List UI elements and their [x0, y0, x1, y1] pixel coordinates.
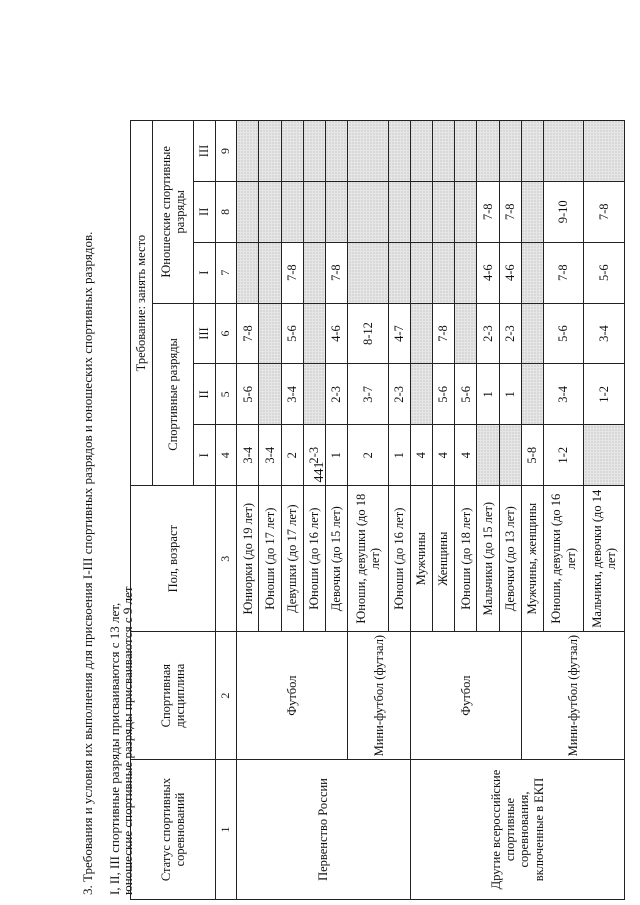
place-value-cell: 5-6	[237, 364, 259, 425]
place-value-cell: 3-4	[543, 364, 584, 425]
place-value-cell: 4-6	[477, 242, 499, 303]
gender-age-cell: Юноши (до 16 лет)	[388, 486, 410, 632]
gender-age-cell: Девушки (до 17 лет)	[281, 486, 303, 632]
empty-shaded-cell	[259, 121, 281, 182]
empty-shaded-cell	[477, 425, 499, 486]
page-number: 441	[312, 461, 327, 483]
place-value-cell: 2	[281, 425, 303, 486]
place-value-cell: 1-2	[543, 425, 584, 486]
section-caption: 3. Требования и условия их выполнения для присвоения I-III спортивных разрядов и юношеских спортивных разрядов.	[80, 231, 95, 895]
rank-numeral: III	[193, 121, 215, 182]
empty-shaded-cell	[521, 121, 543, 182]
empty-shaded-cell	[303, 303, 325, 364]
place-value-cell: 2-3	[477, 303, 499, 364]
empty-shaded-cell	[388, 121, 410, 182]
gender-age-cell: Женщины	[433, 486, 455, 632]
column-number: 6	[215, 303, 236, 364]
place-value-cell: 1	[477, 364, 499, 425]
empty-shaded-cell	[348, 242, 389, 303]
gender-age-cell: Мужчины	[410, 486, 432, 632]
place-value-cell: 7-8	[499, 181, 521, 242]
column-number: 2	[215, 632, 236, 760]
place-value-cell: 5-6	[543, 303, 584, 364]
empty-shaded-cell	[303, 242, 325, 303]
empty-shaded-cell	[455, 242, 477, 303]
empty-shaded-cell	[477, 121, 499, 182]
empty-shaded-cell	[543, 121, 584, 182]
header-requirement: Требование: занять место	[131, 121, 153, 486]
place-value-cell: 1	[388, 425, 410, 486]
empty-shaded-cell	[521, 364, 543, 425]
place-value-cell: 7-8	[281, 242, 303, 303]
place-value-cell: 3-7	[348, 364, 389, 425]
place-value-cell: 9-10	[543, 181, 584, 242]
place-value-cell: 1	[499, 364, 521, 425]
empty-shaded-cell	[455, 303, 477, 364]
header-youth-ranks: Юношеские спортивные разряды	[153, 121, 194, 304]
gender-age-cell: Юноши, девушки (до 16 лет)	[543, 486, 584, 632]
place-value-cell: 4-6	[325, 303, 347, 364]
empty-shaded-cell	[433, 242, 455, 303]
empty-shaded-cell	[521, 242, 543, 303]
gender-age-cell: Юноши (до 16 лет)	[303, 486, 325, 632]
empty-shaded-cell	[259, 303, 281, 364]
requirements-table-rotated	[130, 120, 625, 900]
column-number: 9	[215, 121, 236, 182]
empty-shaded-cell	[499, 121, 521, 182]
place-value-cell: 3-4	[237, 425, 259, 486]
empty-shaded-cell	[348, 181, 389, 242]
place-value-cell: 5-6	[455, 364, 477, 425]
rank-numeral: III	[193, 303, 215, 364]
place-value-cell: 2	[348, 425, 389, 486]
place-value-cell: 8-12	[348, 303, 389, 364]
rank-numeral: II	[193, 364, 215, 425]
empty-shaded-cell	[521, 303, 543, 364]
competition-status-cell: Другие всероссийские спортивные соревнования, включенные в ЕКП	[410, 760, 624, 900]
empty-shaded-cell	[410, 181, 432, 242]
empty-shaded-cell	[433, 121, 455, 182]
empty-shaded-cell	[410, 303, 432, 364]
empty-shaded-cell	[303, 121, 325, 182]
place-value-cell: 2-3	[388, 364, 410, 425]
empty-shaded-cell	[433, 181, 455, 242]
empty-shaded-cell	[455, 121, 477, 182]
rank-numeral: II	[193, 181, 215, 242]
empty-shaded-cell	[455, 181, 477, 242]
empty-shaded-cell	[348, 121, 389, 182]
place-value-cell: 1	[325, 425, 347, 486]
rank-numeral: I	[193, 425, 215, 486]
place-value-cell: 1-2	[584, 364, 625, 425]
gender-age-cell: Юноши (до 18 лет)	[455, 486, 477, 632]
place-value-cell: 7-8	[433, 303, 455, 364]
header-sport-ranks: Спортивные разряды	[153, 303, 194, 486]
place-value-cell: 7-8	[584, 181, 625, 242]
age-note-sport-ranks: I, II, III спортивные разряды присваиваются с 13 лет,	[107, 602, 122, 895]
place-value-cell: 5-8	[521, 425, 543, 486]
place-value-cell: 4	[410, 425, 432, 486]
competition-status-cell: Первенство России	[237, 760, 411, 900]
empty-shaded-cell	[521, 181, 543, 242]
gender-age-cell: Мужчины, женщины	[521, 486, 543, 632]
discipline-cell: Футбол	[237, 632, 348, 760]
place-value-cell: 2-3	[325, 364, 347, 425]
empty-shaded-cell	[388, 242, 410, 303]
empty-shaded-cell	[281, 181, 303, 242]
gender-age-cell: Юноши (до 17 лет)	[259, 486, 281, 632]
place-value-cell: 2-3	[303, 425, 325, 486]
place-value-cell: 4	[455, 425, 477, 486]
column-number: 3	[215, 486, 236, 632]
empty-shaded-cell	[259, 364, 281, 425]
empty-shaded-cell	[303, 364, 325, 425]
place-value-cell: 4-7	[388, 303, 410, 364]
empty-shaded-cell	[325, 181, 347, 242]
table-row	[237, 121, 259, 900]
empty-shaded-cell	[410, 121, 432, 182]
header-gender-age: Пол, возраст	[131, 486, 216, 632]
requirements-table	[130, 120, 625, 900]
place-value-cell: 5-6	[584, 242, 625, 303]
empty-shaded-cell	[259, 181, 281, 242]
table-row	[410, 121, 432, 900]
place-value-cell: 7-8	[325, 242, 347, 303]
empty-shaded-cell	[584, 425, 625, 486]
table-header-row-1	[131, 121, 153, 900]
place-value-cell: 2-3	[499, 303, 521, 364]
column-number-row	[215, 121, 236, 900]
place-value-cell: 5-6	[433, 364, 455, 425]
empty-shaded-cell	[237, 242, 259, 303]
column-number: 5	[215, 364, 236, 425]
place-value-cell: 4-6	[499, 242, 521, 303]
place-value-cell: 5-6	[281, 303, 303, 364]
empty-shaded-cell	[499, 425, 521, 486]
age-note-youth-ranks: юношеские спортивные разряды присваиваются с 9 лет	[120, 586, 135, 895]
column-number: 8	[215, 181, 236, 242]
gender-age-cell: Юноши, девушки (до 18 лет)	[348, 486, 389, 632]
place-value-cell: 4	[433, 425, 455, 486]
header-discipline: Спортивная дисциплина	[131, 632, 216, 760]
empty-shaded-cell	[410, 242, 432, 303]
place-value-cell: 3-4	[584, 303, 625, 364]
gender-age-cell: Мальчики (до 15 лет)	[477, 486, 499, 632]
empty-shaded-cell	[303, 181, 325, 242]
empty-shaded-cell	[584, 121, 625, 182]
gender-age-cell: Юниорки (до 19 лет)	[237, 486, 259, 632]
gender-age-cell: Мальчики, девочки (до 14 лет)	[584, 486, 625, 632]
discipline-cell: Мини-футбол (футзал)	[348, 632, 411, 760]
empty-shaded-cell	[237, 121, 259, 182]
column-number: 1	[215, 760, 236, 900]
discipline-cell: Мини-футбол (футзал)	[521, 632, 624, 760]
place-value-cell: 3-4	[259, 425, 281, 486]
empty-shaded-cell	[237, 181, 259, 242]
rank-numeral: I	[193, 242, 215, 303]
empty-shaded-cell	[325, 121, 347, 182]
gender-age-cell: Девочки (до 15 лет)	[325, 486, 347, 632]
column-number: 4	[215, 425, 236, 486]
discipline-cell: Футбол	[410, 632, 521, 760]
place-value-cell: 7-8	[237, 303, 259, 364]
empty-shaded-cell	[388, 181, 410, 242]
empty-shaded-cell	[410, 364, 432, 425]
place-value-cell: 7-8	[477, 181, 499, 242]
header-status: Статус спортивных соревнований	[131, 760, 216, 900]
gender-age-cell: Девочки (до 13 лет)	[499, 486, 521, 632]
empty-shaded-cell	[259, 242, 281, 303]
place-value-cell: 3-4	[281, 364, 303, 425]
empty-shaded-cell	[281, 121, 303, 182]
column-number: 7	[215, 242, 236, 303]
place-value-cell: 7-8	[543, 242, 584, 303]
